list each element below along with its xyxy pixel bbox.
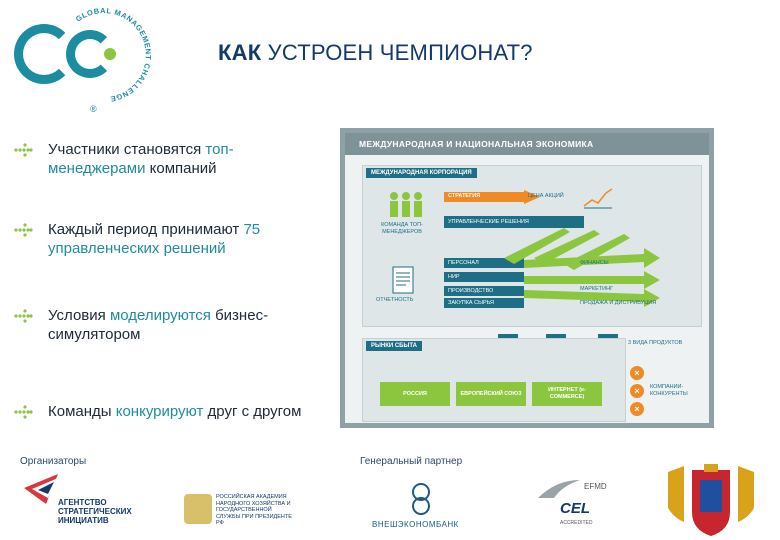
svg-text:GLOBAL MANAGEMENT CHALLENGE: GLOBAL MANAGEMENT CHALLENGE xyxy=(73,6,153,104)
efmd-wing-icon xyxy=(536,478,582,500)
competitors-label: КОМПАНИИ-КОНКУРЕНТЫ xyxy=(650,384,688,397)
report-icon xyxy=(392,266,414,294)
team-icon xyxy=(386,190,426,220)
flow-personnel: ПЕРСОНАЛ xyxy=(448,260,479,266)
bullet-4 xyxy=(14,402,314,421)
growth-chart-icon xyxy=(582,186,614,210)
efmd-name: EFMD xyxy=(584,482,607,491)
bullet-1-a: Участники становятся xyxy=(48,141,206,158)
flow-marketing: МАРКЕТИНГ xyxy=(580,286,614,292)
city-crest xyxy=(664,462,758,538)
flow-purchasing: ЗАКУПКА СЫРЬЯ xyxy=(448,300,494,306)
flow-finance: ФИНАНСЫ xyxy=(580,260,609,266)
logo-ring-text xyxy=(64,0,156,110)
bullet-2-b: 75 управленческих решений xyxy=(48,221,261,257)
market-label: РЫНКИ СБЫТА xyxy=(366,341,422,351)
report-label: ОТЧЕТНОСТЬ xyxy=(376,297,414,303)
competitor-x-icon: × xyxy=(630,384,644,398)
bullet-3-a: Условия xyxy=(48,307,110,324)
gmc-logo xyxy=(12,6,162,120)
veb-name: ВНЕШЭКОНОМБАНК xyxy=(372,520,459,529)
bullet-4-b: конкурируют xyxy=(115,403,204,420)
veb-logo xyxy=(408,482,434,516)
bullet-2 xyxy=(14,220,314,258)
dotted-arrow-icon xyxy=(14,222,36,238)
asi-name xyxy=(58,498,132,525)
competitor-x-icon: × xyxy=(630,402,644,416)
products-label: 3 ВИДА ПРОДУКТОВ xyxy=(628,340,683,346)
management-decisions-bar: УПРАВЛЕНЧЕСКИЕ РЕШЕНИЯ xyxy=(444,216,584,228)
diagram-header: МЕЖДУНАРОДНАЯ И НАЦИОНАЛЬНАЯ ЭКОНОМИКА xyxy=(345,133,709,155)
bullet-1-c: компаний xyxy=(145,160,217,177)
competitor-x-icon: × xyxy=(630,366,644,380)
dotted-arrow-icon xyxy=(14,142,36,158)
flow-sales: ПРОДАЖА И ДИСТРИБУЦИЯ xyxy=(580,300,657,306)
bullet-1-b: топ-менеджерами xyxy=(48,141,234,177)
cel-name: CEL xyxy=(560,500,590,517)
flow-production: ПРОИЗВОДСТВО xyxy=(448,288,494,294)
flow-rnd: НИР xyxy=(448,274,460,280)
dotted-arrow-icon xyxy=(14,404,36,420)
ranepa-name: РОССИЙСКАЯ АКАДЕМИЯ НАРОДНОГО ХОЗЯЙСТВА И ГОСУДАРСТВЕННОЙ СЛУЖБЫ ПРИ ПРЕЗИДЕНТЕ РФ xyxy=(216,494,292,526)
organizers-label: Организаторы xyxy=(20,456,87,467)
asi-line-2: СТРАТЕГИЧЕСКИХ xyxy=(58,507,132,516)
bullet-3-b: моделируются xyxy=(109,307,211,324)
title-strong: КАК xyxy=(218,40,262,65)
strategy-label: СТРАТЕГИЯ xyxy=(448,193,481,199)
bullet-3-c: бизнес-симулятором xyxy=(48,307,269,343)
ranepa-emblem xyxy=(184,494,212,524)
cel-accredited: ACCREDITED xyxy=(560,520,593,526)
corporation-label: МЕЖДУНАРОДНАЯ КОРПОРАЦИЯ xyxy=(366,168,477,178)
registered-mark: ® xyxy=(90,104,97,114)
bullet-3 xyxy=(14,306,314,344)
region-eu: ЕВРОПЕЙСКИЙ СОЮЗ xyxy=(456,382,526,406)
partner-label: Генеральный партнер xyxy=(360,456,463,467)
title-rest: УСТРОЕН ЧЕМПИОНАТ? xyxy=(261,40,533,65)
dotted-arrow-icon xyxy=(14,308,36,324)
page-title xyxy=(218,40,533,66)
bullet-4-a: Команды xyxy=(48,403,116,420)
bullet-4-c: друг с другом xyxy=(203,403,302,420)
decision-flow-arrows xyxy=(444,228,698,308)
team-label: КОМАНДА ТОП-МЕНЕДЖЕРОВ xyxy=(381,222,423,235)
region-internet: ИНТЕРНЕТ (e-COMMERCE) xyxy=(532,382,602,406)
bullet-2-a: Каждый период принимают xyxy=(48,221,244,238)
bullet-1 xyxy=(14,140,314,178)
share-price-label: ЦЕНА АКЦИЙ xyxy=(528,193,564,199)
asi-line-1: АГЕНТСТВО xyxy=(58,498,107,507)
region-russia: РОССИЯ xyxy=(380,382,450,406)
asi-line-3: ИНИЦИАТИВ xyxy=(58,516,109,525)
